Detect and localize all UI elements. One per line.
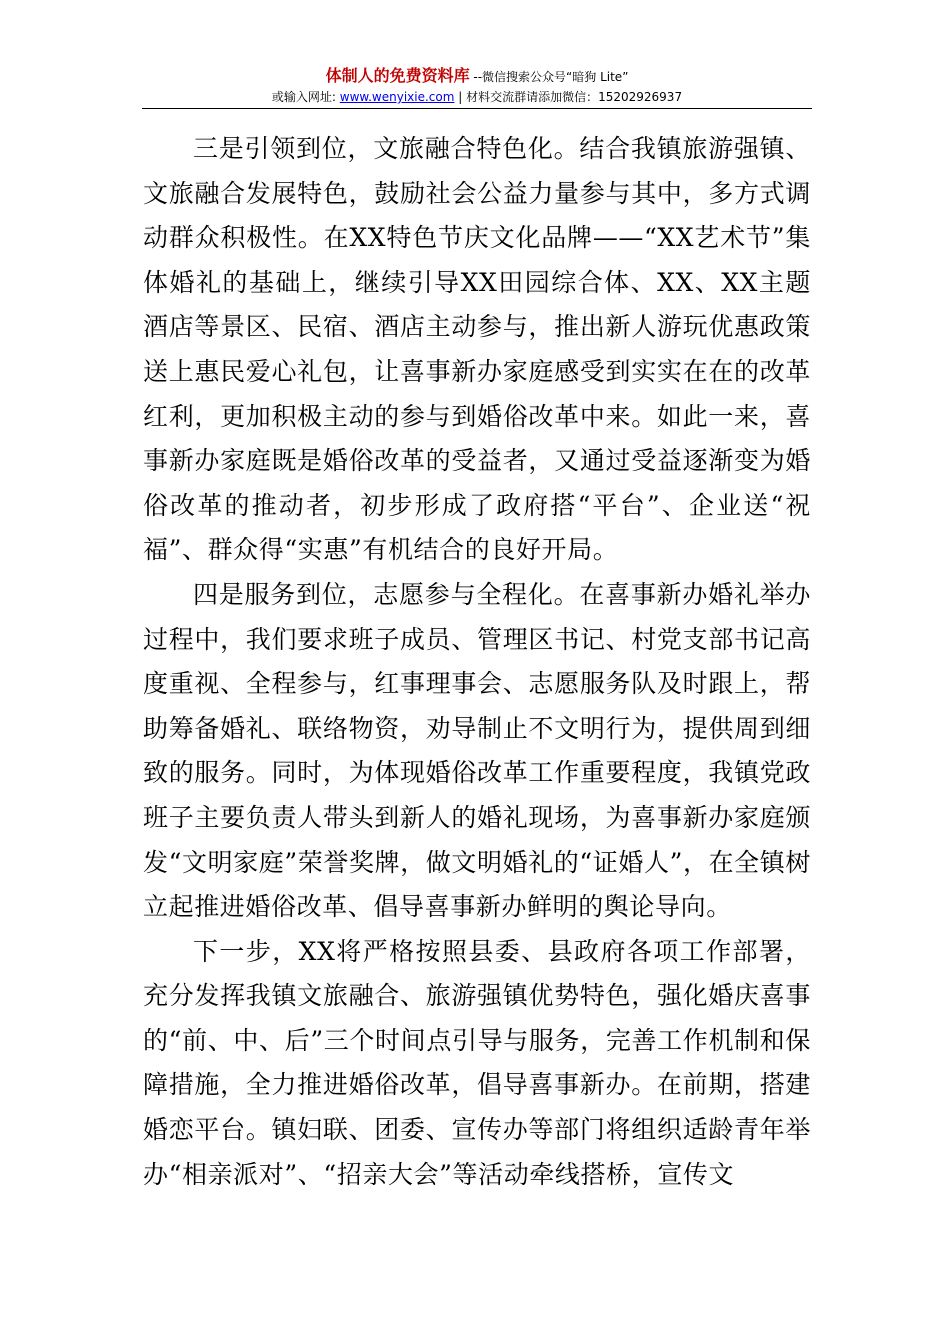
paragraph: 三是引领到位，文旅融合特色化。结合我镇旅游强镇、文旅融合发展特色，鼓励社会公益力量参与其中，多方式调动群众积极性。在XX特色节庆文化品牌——“XX艺术节”集体婚礼的基础上，继续引导XX田园综合体、XX、XX主题酒店等景区、民宿、酒店主动参与，推出新人游玩优惠政策送上惠民爱心礼包，让喜事新办家庭感受到实实在在的改革红利，更加积极主动的参与到婚俗改革中来。如此一来，喜事新办家庭既是婚俗改革的受益者，又通过受益逐渐变为婚俗改革的推动者，初步形成了政府搭“平台”、企业送“祝福”、群众得“实惠”有机结合的良好开局。 [143,134,811,565]
paragraph: 下一步，XX将严格按照县委、县政府各项工作部署，充分发挥我镇文旅融合、旅游强镇优势特色，强化婚庆喜事的“前、中、后”三个时间点引导与服务，完善工作机制和保障措施，全力推进婚俗改革，倡导喜事新办。在前期，搭建婚恋平台。镇妇联、团委、宣传办等部门将组织适龄青年举办“相亲派对”、“招亲大会”等活动牵线搭桥，宣传文 [143,936,811,1189]
header-contact-line [142,88,812,106]
header-title-line [142,66,812,88]
header-url-link[interactable]: www.wenyixie.com [339,90,455,104]
header-url-prefix: 或输入网址: [271,90,340,104]
header-divider [142,108,812,109]
document-body [143,127,811,1197]
header-contact-suffix: | 材料交流群请添加微信：15202926937 [454,90,683,104]
header-note: --微信搜索公众号“暗狗 Lite” [469,70,629,84]
header-brand: 体制人的免费资料库 [325,66,470,85]
paragraph: 四是服务到位，志愿参与全程化。在喜事新办婚礼举办过程中，我们要求班子成员、管理区书记、村党支部书记高度重视、全程参与，红事理事会、志愿服务队及时跟上，帮助筹备婚礼、联络物资，劝导制止不文明行为，提供周到细致的服务。同时，为体现婚俗改革工作重要程度，我镇党政班子主要负责人带头到新人的婚礼现场，为喜事新办家庭颁发“文明家庭”荣誉奖牌，做文明婚礼的“证婚人”，在全镇树立起推进婚俗改革、倡导喜事新办鲜明的舆论导向。 [143,579,811,922]
page-header [142,66,812,106]
